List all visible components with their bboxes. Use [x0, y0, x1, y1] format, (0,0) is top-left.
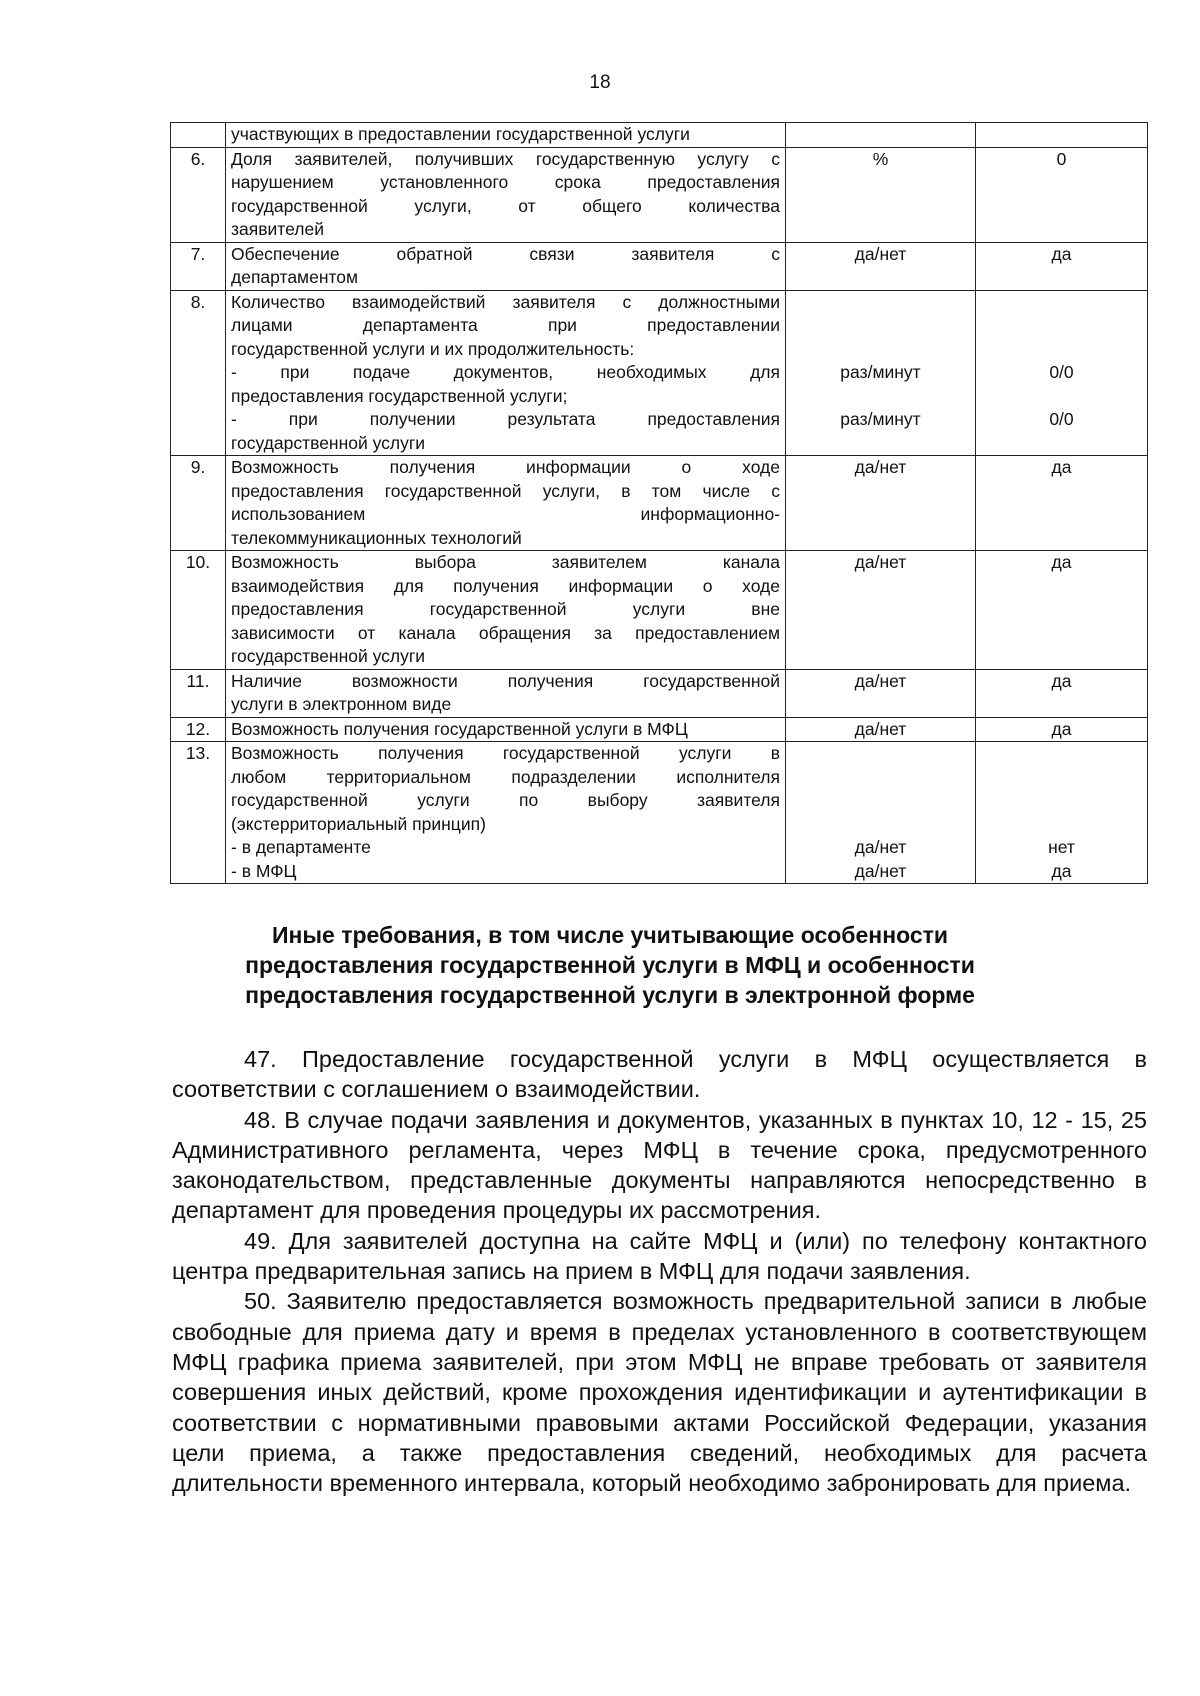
unit-line	[791, 789, 970, 813]
section-heading	[150, 920, 1070, 1010]
section-heading-line: предоставления государственной услуги в электронной форме	[245, 982, 975, 1008]
indicator-text-line: Возможность получения государственной услуги в МФЦ	[231, 718, 688, 739]
unit-of-measure	[786, 290, 976, 456]
table-row	[171, 551, 1148, 670]
unit-line	[791, 123, 970, 147]
indicators-table-body	[171, 123, 1148, 884]
indicator-text-line: услуги в электронном виде	[231, 694, 452, 714]
paragraph-49: 49. Для заявителей доступна на сайте МФЦ и (или) по телефону контактного центра предварительная запись на прием в МФЦ для подачи заявления.	[172, 1227, 1147, 1285]
row-number: 12.	[171, 717, 226, 742]
row-number: 8.	[171, 290, 226, 456]
indicator-text-line: предоставления государственной услуги;	[231, 385, 568, 406]
unit-line: %	[872, 148, 889, 169]
value-line: да	[1051, 457, 1072, 477]
value-line	[981, 432, 1142, 456]
value-line	[981, 314, 1142, 338]
table-row	[171, 669, 1148, 717]
value-line	[981, 813, 1142, 837]
indicator-name	[226, 147, 786, 242]
value-line	[981, 338, 1142, 362]
unit-line: да/нет	[854, 457, 907, 477]
unit-line	[791, 291, 970, 315]
unit-line: да/нет	[854, 718, 907, 739]
value-line: 0	[1056, 148, 1067, 169]
unit-line	[791, 742, 970, 766]
value-line	[981, 766, 1142, 790]
indicator-text-line: - при подаче документов, необходимых для	[231, 362, 780, 382]
unit-line	[791, 766, 970, 790]
unit-line: да/нет	[854, 670, 907, 691]
row-number: 10.	[171, 551, 226, 670]
value-line	[981, 291, 1142, 315]
table-row	[171, 290, 1148, 456]
unit-line: да/нет	[854, 860, 907, 881]
indicator-text-line: Доля заявителей, получивших государственную услугу с	[231, 148, 780, 169]
paragraph-50: 50. Заявителю предоставляется возможность предварительной записи в любые свободные для приема дату и время в пределах установленного в соответствующем МФЦ графика приема заявителей, при этом МФЦ не вправе требовать от заявителя совершения иных действий, кроме прохождения идентификации и аутентификации в соответствии с нормативными правовыми актами Российской Федерации, указания цели приема, а также предоставления сведений, необходимых для расчета длительности временного интервала, который необходимо забронировать для приема.	[172, 1288, 1147, 1497]
indicator-text-line: предоставления государственной услуги вне	[231, 599, 780, 619]
indicator-text-line: Возможность выбора заявителем канала	[231, 552, 780, 572]
row-number: 7.	[171, 242, 226, 290]
indicator-text-line: взаимодействия для получения информации о ходе	[231, 575, 780, 596]
value-line	[981, 789, 1142, 813]
indicator-name	[226, 123, 786, 148]
value-line: да	[1051, 860, 1072, 881]
normative-value	[976, 717, 1148, 742]
unit-line	[791, 813, 970, 837]
unit-line	[791, 314, 970, 338]
indicator-name	[226, 551, 786, 670]
indicator-text-line: участвующих в предоставлении государственной услуги	[231, 124, 690, 144]
indicator-text-line: государственной услуги и их продолжительность:	[231, 338, 635, 359]
indicator-text-line: департаментом	[231, 267, 359, 287]
indicator-text-line: предоставления государственной услуги, в том числе с	[231, 480, 780, 501]
row-number	[171, 123, 226, 148]
row-number: 11.	[171, 669, 226, 717]
indicator-text-line: Обеспечение обратной связи заявителя с	[231, 243, 780, 264]
table-row	[171, 456, 1148, 551]
unit-of-measure	[786, 669, 976, 717]
indicator-text-line: государственной услуги	[231, 432, 426, 453]
indicator-text-line: (экстерриториальный принцип)	[231, 813, 486, 834]
indicator-name	[226, 669, 786, 717]
unit-line: да/нет	[854, 552, 907, 572]
value-line	[981, 385, 1142, 409]
unit-of-measure	[786, 242, 976, 290]
unit-line	[791, 385, 970, 409]
paragraph-48: 48. В случае подачи заявления и документов, указанных в пунктах 10, 12 - 15, 25 Административного регламента, через МФЦ в течение срока, предусмотренного законодательством, представленные документы направляются непосредственно в департамент для проведения процедуры их рассмотрения.	[172, 1106, 1147, 1224]
paragraph-47: 47. Предоставление государственной услуги в МФЦ осуществляется в соответствии с соглашением о взаимодействии.	[172, 1046, 1147, 1103]
indicator-name	[226, 242, 786, 290]
indicator-name	[226, 742, 786, 884]
normative-value	[976, 242, 1148, 290]
unit-of-measure	[786, 742, 976, 884]
value-line: да	[1051, 243, 1072, 264]
unit-of-measure	[786, 123, 976, 148]
normative-value	[976, 290, 1148, 456]
indicator-name	[226, 290, 786, 456]
indicator-name	[226, 717, 786, 742]
indicator-text-line: использованием информационно-	[231, 504, 780, 524]
value-line: да	[1051, 552, 1072, 572]
indicator-text-line: государственной услуги по выбору заявителя	[231, 790, 780, 810]
normative-value	[976, 147, 1148, 242]
normative-value	[976, 742, 1148, 884]
indicator-text-line: Возможность получения информации о ходе	[231, 457, 780, 477]
value-line: 0/0	[1049, 409, 1074, 429]
indicator-text-line: зависимости от канала обращения за предоставлением	[231, 622, 780, 643]
indicator-text-line: телекоммуникационных технологий	[231, 527, 522, 548]
unit-of-measure	[786, 456, 976, 551]
unit-of-measure	[786, 717, 976, 742]
table-row	[171, 123, 1148, 148]
value-line: 0/0	[1049, 362, 1074, 382]
normative-value	[976, 456, 1148, 551]
value-line	[981, 742, 1142, 766]
table-row	[171, 717, 1148, 742]
value-line	[981, 123, 1142, 147]
normative-value	[976, 551, 1148, 670]
indicator-text-line: Количество взаимодействий заявителя с должностными	[231, 291, 780, 312]
unit-line	[791, 432, 970, 456]
unit-line: да/нет	[854, 837, 907, 857]
unit-of-measure	[786, 147, 976, 242]
section-heading-line: Иные требования, в том числе учитывающие особенности	[271, 922, 949, 948]
indicator-text-line: государственной услуги	[231, 646, 426, 666]
indicators-table	[170, 122, 1148, 884]
table-row	[171, 242, 1148, 290]
body-text	[172, 1044, 1147, 1498]
indicator-text-line: лицами департамента при предоставлении	[231, 315, 780, 335]
value-line: нет	[1048, 837, 1075, 857]
value-line: да	[1051, 670, 1072, 691]
row-number: 13.	[171, 742, 226, 884]
section-heading-line: предоставления государственной услуги в МФЦ и особенности	[245, 952, 975, 978]
table-row	[171, 742, 1148, 884]
unit-line: раз/минут	[840, 409, 921, 429]
value-line: да	[1051, 718, 1072, 739]
indicator-text-line: заявителей	[231, 219, 324, 239]
row-number: 9.	[171, 456, 226, 551]
unit-line: да/нет	[854, 243, 907, 264]
indicator-text-line: - в МФЦ	[231, 860, 297, 881]
indicator-text-line: Возможность получения государственной услуги в	[231, 743, 780, 763]
normative-value	[976, 123, 1148, 148]
indicator-text-line: любом территориальном подразделении исполнителя	[231, 766, 780, 787]
indicator-text-line: нарушением установленного срока предоставления	[231, 172, 780, 192]
unit-of-measure	[786, 551, 976, 670]
page-number: 18	[589, 72, 611, 93]
row-number: 6.	[171, 147, 226, 242]
table-row	[171, 147, 1148, 242]
normative-value	[976, 669, 1148, 717]
indicator-text-line: - в департаменте	[231, 837, 371, 857]
unit-line	[791, 338, 970, 362]
unit-line: раз/минут	[840, 362, 921, 382]
indicator-text-line: - при получении результата предоставления	[231, 409, 780, 429]
indicator-text-line: государственной услуги, от общего количества	[231, 195, 780, 216]
indicator-name	[226, 456, 786, 551]
indicator-text-line: Наличие возможности получения государственной	[231, 670, 780, 691]
